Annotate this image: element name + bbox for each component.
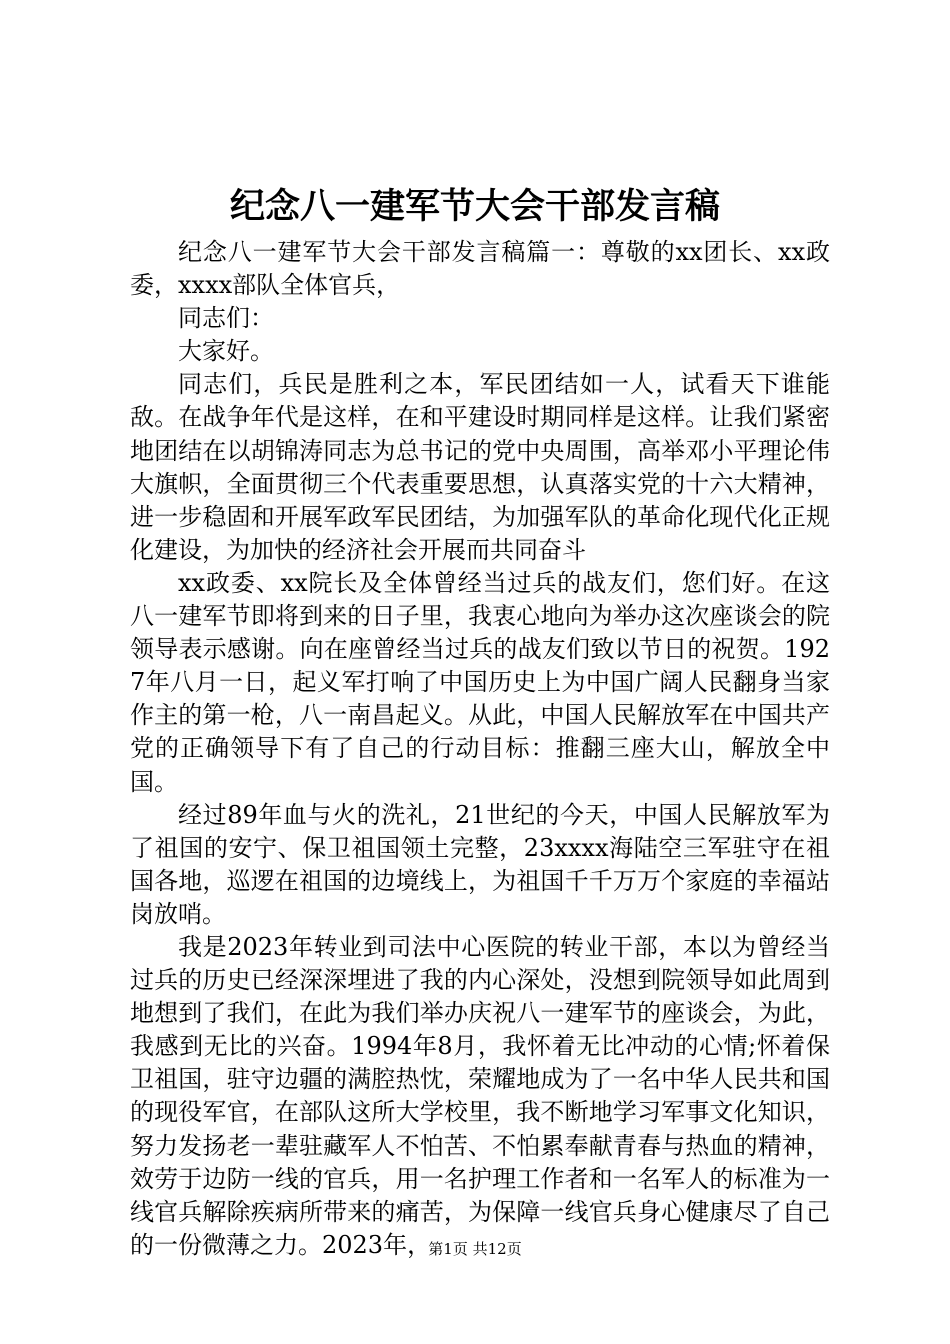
paragraph-intro: 纪念八一建军节大会干部发言稿篇一：尊敬的xx团长、xx政委，xxxx部队全体官兵， <box>130 238 830 300</box>
paragraph-history: xx政委、xx院长及全体曾经当过兵的战友们，您们好。在这八一建军节即将到来的日子里，我衷心地向为举办这次座谈会的院领导表示感谢。向在座曾经当过兵的战友们致以节日的祝贺。1927年八月一日，起义军打响了中国历史上为中国广阔人民翻身当家作主的第一枪，八一南昌起义。从此，中国人民解放军在中国共产党的正确领导下有了自己的行动目标：推翻三座大山，解放全中国。 <box>130 568 830 796</box>
paragraph-89-years: 经过89年血与火的洗礼，21世纪的今天，中国人民解放军为了祖国的安宁、保卫祖国领土完整，23xxxx海陆空三军驻守在祖国各地，巡逻在祖国的边境线上，为祖国千千万万个家庭的幸福站岗放哨。 <box>130 800 830 928</box>
paragraph-greeting-all: 大家好。 <box>178 337 274 366</box>
paragraph-unity: 同志们，兵民是胜利之本，军民团结如一人，试看天下谁能敌。在战争年代是这样，在和平建设时期同样是这样。让我们紧密地团结在以胡锦涛同志为总书记的党中央周围，高举邓小平理论伟大旗帜，全面贯彻三个代表重要思想，认真落实党的十六大精神，进一步稳固和开展军政军民团结，为加强军队的革命化现代化正规化建设，为加快的经济社会开展而共同奋斗 <box>130 370 830 564</box>
paragraph-greeting-comrades: 同志们： <box>178 304 274 333</box>
paragraph-personal: 我是2023年转业到司法中心医院的转业干部，本以为曾经当过兵的历史已经深深埋进了我的内心深处，没想到院领导如此周到地想到了我们，在此为我们举办庆祝八一建军节的座谈会，为此，我感到无比的兴奋。1994年8月，我怀着无比冲动的心情;怀着保卫祖国，驻守边疆的满腔热忱，荣耀地成为了一名中华人民共和国的现役军官，在部队这所大学校里，我不断地学习军事文化知识，努力发扬老一辈驻藏军人不怕苦、不怕累奉献青春与热血的精神，效劳于边防一线的官兵，用一名护理工作者和一名军人的标准为一线官兵解除疾病所带来的痛苦，为保障一线官兵身心健康尽了自己的一份微薄之力。2023年， <box>130 932 830 1259</box>
document-body <box>130 236 830 1262</box>
document-title: 纪念八一建军节大会干部发言稿 <box>229 186 720 227</box>
page-footer: 第1页 共12页 <box>428 1240 522 1258</box>
